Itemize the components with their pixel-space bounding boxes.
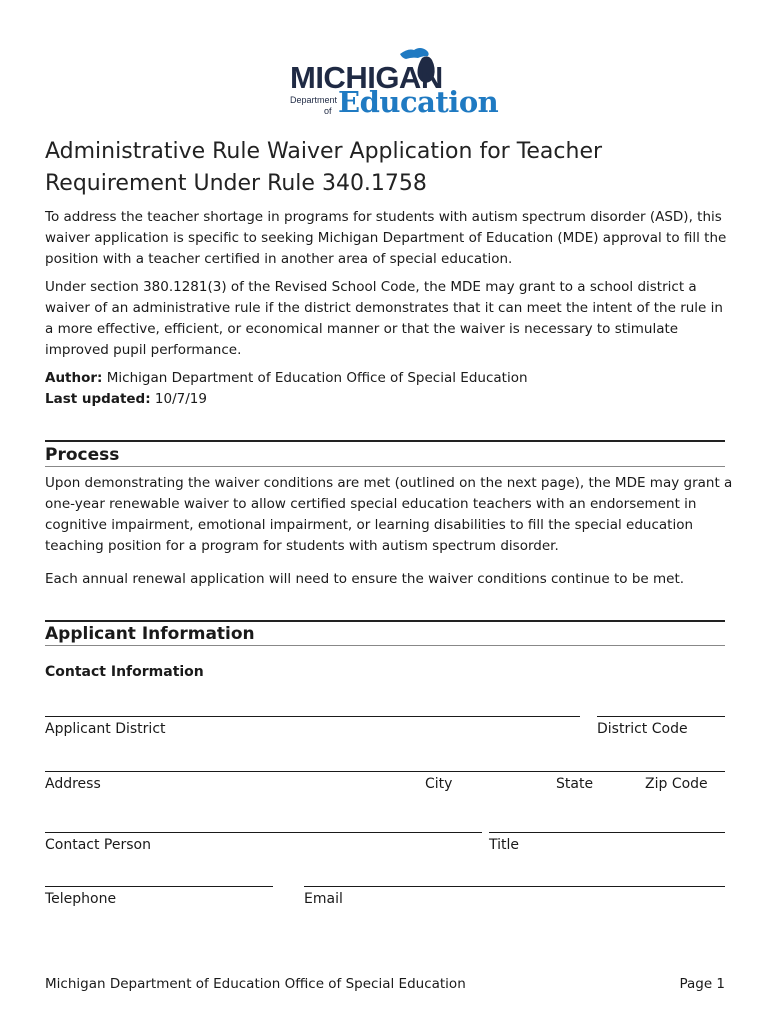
applicant-top-rule <box>45 620 725 622</box>
intro-paragraph-1: To address the teacher shortage in programs for students with autism spectrum disorder (ASD), this waiver application is specific to seeking Michigan Department of Education (MDE) approval to fill the position with a teacher certified in another area of special education. <box>45 209 727 267</box>
address-field[interactable] <box>45 771 725 772</box>
last-updated-label: Last updated: <box>45 391 151 407</box>
zip-code-label: Zip Code <box>645 776 708 792</box>
address-label: Address <box>45 776 101 792</box>
process-top-rule <box>45 440 725 442</box>
process-heading: Process <box>45 445 120 465</box>
footer-page-number: Page 1 <box>679 976 725 992</box>
applicant-district-field[interactable] <box>45 716 580 717</box>
district-code-label: District Code <box>597 721 688 737</box>
process-paragraph-1: Upon demonstrating the waiver conditions are met (outlined on the next page), the MDE may grant a one-year renewable waiver to allow certified special education teachers with an endorsement in cognitive impairment, emotional impairment, or learning disabilities to fill the special education teaching position for a program for students with autism spectrum disorder. <box>45 475 733 554</box>
email-label: Email <box>304 891 343 907</box>
mde-logo <box>288 44 499 126</box>
process-paragraph-2: Each annual renewal application will need to ensure the waiver conditions continue to be met. <box>45 571 685 587</box>
page-title: Administrative Rule Waiver Application for Teacher Requirement Under Rule 340.1758 <box>45 139 603 196</box>
logo-education-text: Education <box>338 85 499 119</box>
last-updated-value: 10/7/19 <box>150 391 207 407</box>
applicant-heading: Applicant Information <box>45 624 255 644</box>
contact-person-field[interactable] <box>45 832 482 833</box>
contact-information-heading: Contact Information <box>45 664 204 680</box>
author-value: Michigan Department of Education Office of Special Education <box>102 370 528 386</box>
intro-paragraph-2: Under section 380.1281(3) of the Revised School Code, the MDE may grant to a school district a waiver of an administrative rule if the district demonstrates that it can meet the intent of the rule in a more effective, efficient, or economical manner or that the waiver is necessary to stimulate improved pupil performance. <box>45 279 723 358</box>
state-label: State <box>556 776 594 792</box>
process-bottom-rule <box>45 466 725 467</box>
applicant-bottom-rule <box>45 645 725 646</box>
city-label: City <box>425 776 453 792</box>
logo-department-text: Department <box>290 95 338 105</box>
telephone-label: Telephone <box>45 891 117 907</box>
title-label: Title <box>489 837 520 853</box>
district-code-field[interactable] <box>597 716 725 717</box>
logo-of-text: of <box>324 106 332 116</box>
last-updated-line <box>45 389 207 410</box>
logo-michigan-text: MICHIGAN <box>290 60 443 95</box>
telephone-field[interactable] <box>45 886 273 887</box>
applicant-district-label: Applicant District <box>45 721 166 737</box>
email-field[interactable] <box>304 886 725 887</box>
author-label: Author: <box>45 370 103 386</box>
contact-person-label: Contact Person <box>45 837 151 853</box>
author-line <box>45 368 528 389</box>
footer-organization: Michigan Department of Education Office of Special Education <box>45 976 466 992</box>
title-field[interactable] <box>489 832 725 833</box>
